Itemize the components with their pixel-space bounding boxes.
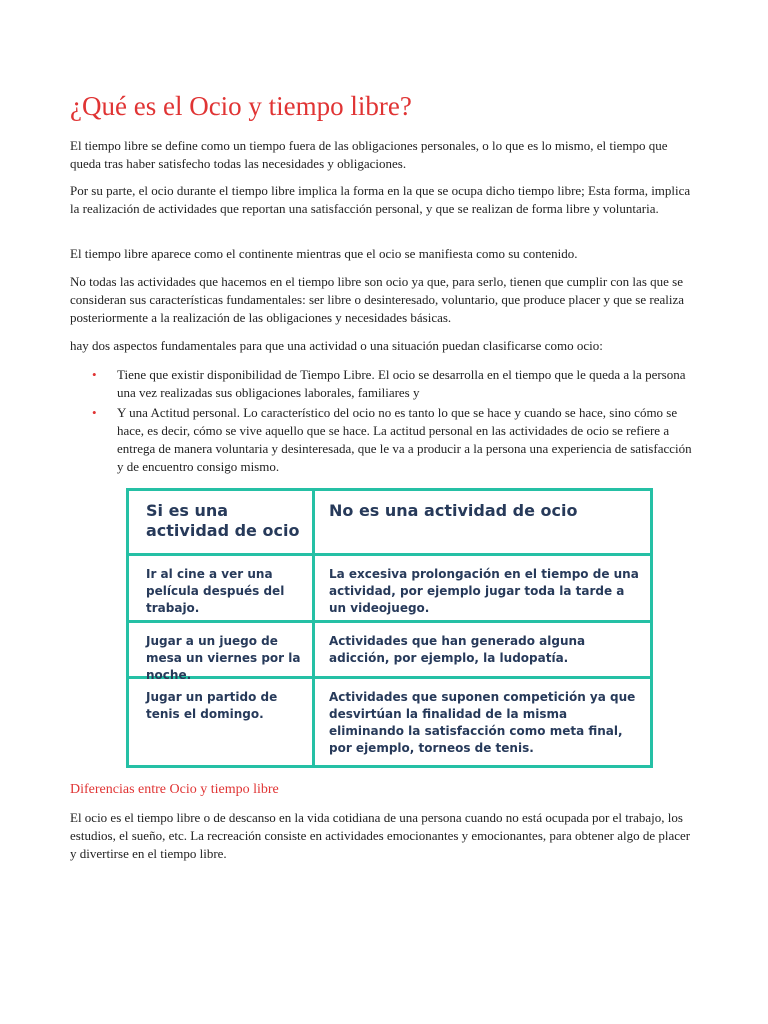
paragraph-definition: El tiempo libre se define como un tiempo fuera de las obligaciones personales, o lo que es lo mismo, el tiempo que queda tras haber satisfecho todas las necesidades y obligaciones. (70, 138, 668, 171)
section-subheading: Diferencias entre Ocio y tiempo libre (70, 782, 279, 797)
paragraph-caracteristicas: No todas las actividades que hacemos en el tiempo libre son ocio ya que, para serlo, tienen que cumplir con las que se consideran sus características fundamentales: ser libre o desinteresado, voluntario, que produce placer y que se realiza posteriormente a la realización de las obligaciones y necesidades básicas. (70, 274, 684, 325)
paragraph-ocio: Por su parte, el ocio durante el tiempo libre implica la forma en la que se ocupa dicho tiempo libre; Esta forma, implica la realización de actividades que reportan una satisfacción personal, y que se realizan de forma libre y voluntaria. (70, 183, 691, 216)
paragraph-continente: El tiempo libre aparece como el continente mientras que el ocio se manifiesta como su contenido. (70, 246, 578, 261)
table-header-row (129, 491, 650, 556)
list-item (70, 404, 694, 476)
bullet-text: Y una Actitud personal. Lo característico del ocio no es tanto lo que se hace y cuando se hace, sino cómo se hace, es decir, cómo se vive aquello que se hace. La actitud personal en las actividades de ocio se refiere a entrega de manera voluntaria y desinteresada, que le va a producir a la persona una experiencia de satisfacción y de encuentro consigo mismo. (117, 405, 692, 474)
table-cell-no: La excesiva prolongación en el tiempo de una actividad, por ejemplo jugar toda la tarde a un videojuego. (329, 567, 639, 615)
paragraph-aspectos: hay dos aspectos fundamentales para que una actividad o una situación puedan clasificarse como ocio: (70, 338, 603, 353)
table-cell-si: Ir al cine a ver una película después del trabajo. (129, 556, 315, 620)
table-row (129, 623, 650, 682)
table-row (129, 556, 650, 623)
table-cell-si: Jugar un partido de tenis el domingo. (129, 679, 315, 765)
ocio-comparison-table (126, 488, 653, 768)
table-cell-no: Actividades que han generado alguna adicción, por ejemplo, la ludopatía. (329, 634, 586, 665)
table-cell-no: Actividades que suponen competición ya que desvirtúan la finalidad de la misma eliminando la satisfacción como meta final, por ejemplo, torneos de tenis. (329, 690, 636, 755)
list-item (70, 366, 694, 402)
table-cell-si: Jugar a un juego de mesa un viernes por la noche. (129, 623, 315, 676)
bullet-text: Tiene que existir disponibilidad de Tiempo Libre. El ocio se desarrolla en el tiempo que le queda a la persona una vez realizadas sus obligaciones laborales, familiares y (117, 367, 686, 400)
table-row (129, 679, 650, 765)
page-title: ¿Qué es el Ocio y tiempo libre? (70, 91, 412, 121)
bullet-icon: • (92, 367, 97, 382)
bullet-icon: • (92, 405, 97, 420)
paragraph-diferencias: El ocio es el tiempo libre o de descanso en la vida cotidiana de una persona cuando no está ocupada por el trabajo, los estudios, el sueño, etc. La recreación consiste en actividades emocionantes y emocionantes, para obtener algo de placer y divertirse en el tiempo libre. (70, 810, 691, 861)
header-si-ocio: Si es una actividad de ocio (129, 491, 315, 553)
bullet-list (70, 366, 694, 476)
header-no-ocio: No es una actividad de ocio (329, 501, 578, 520)
